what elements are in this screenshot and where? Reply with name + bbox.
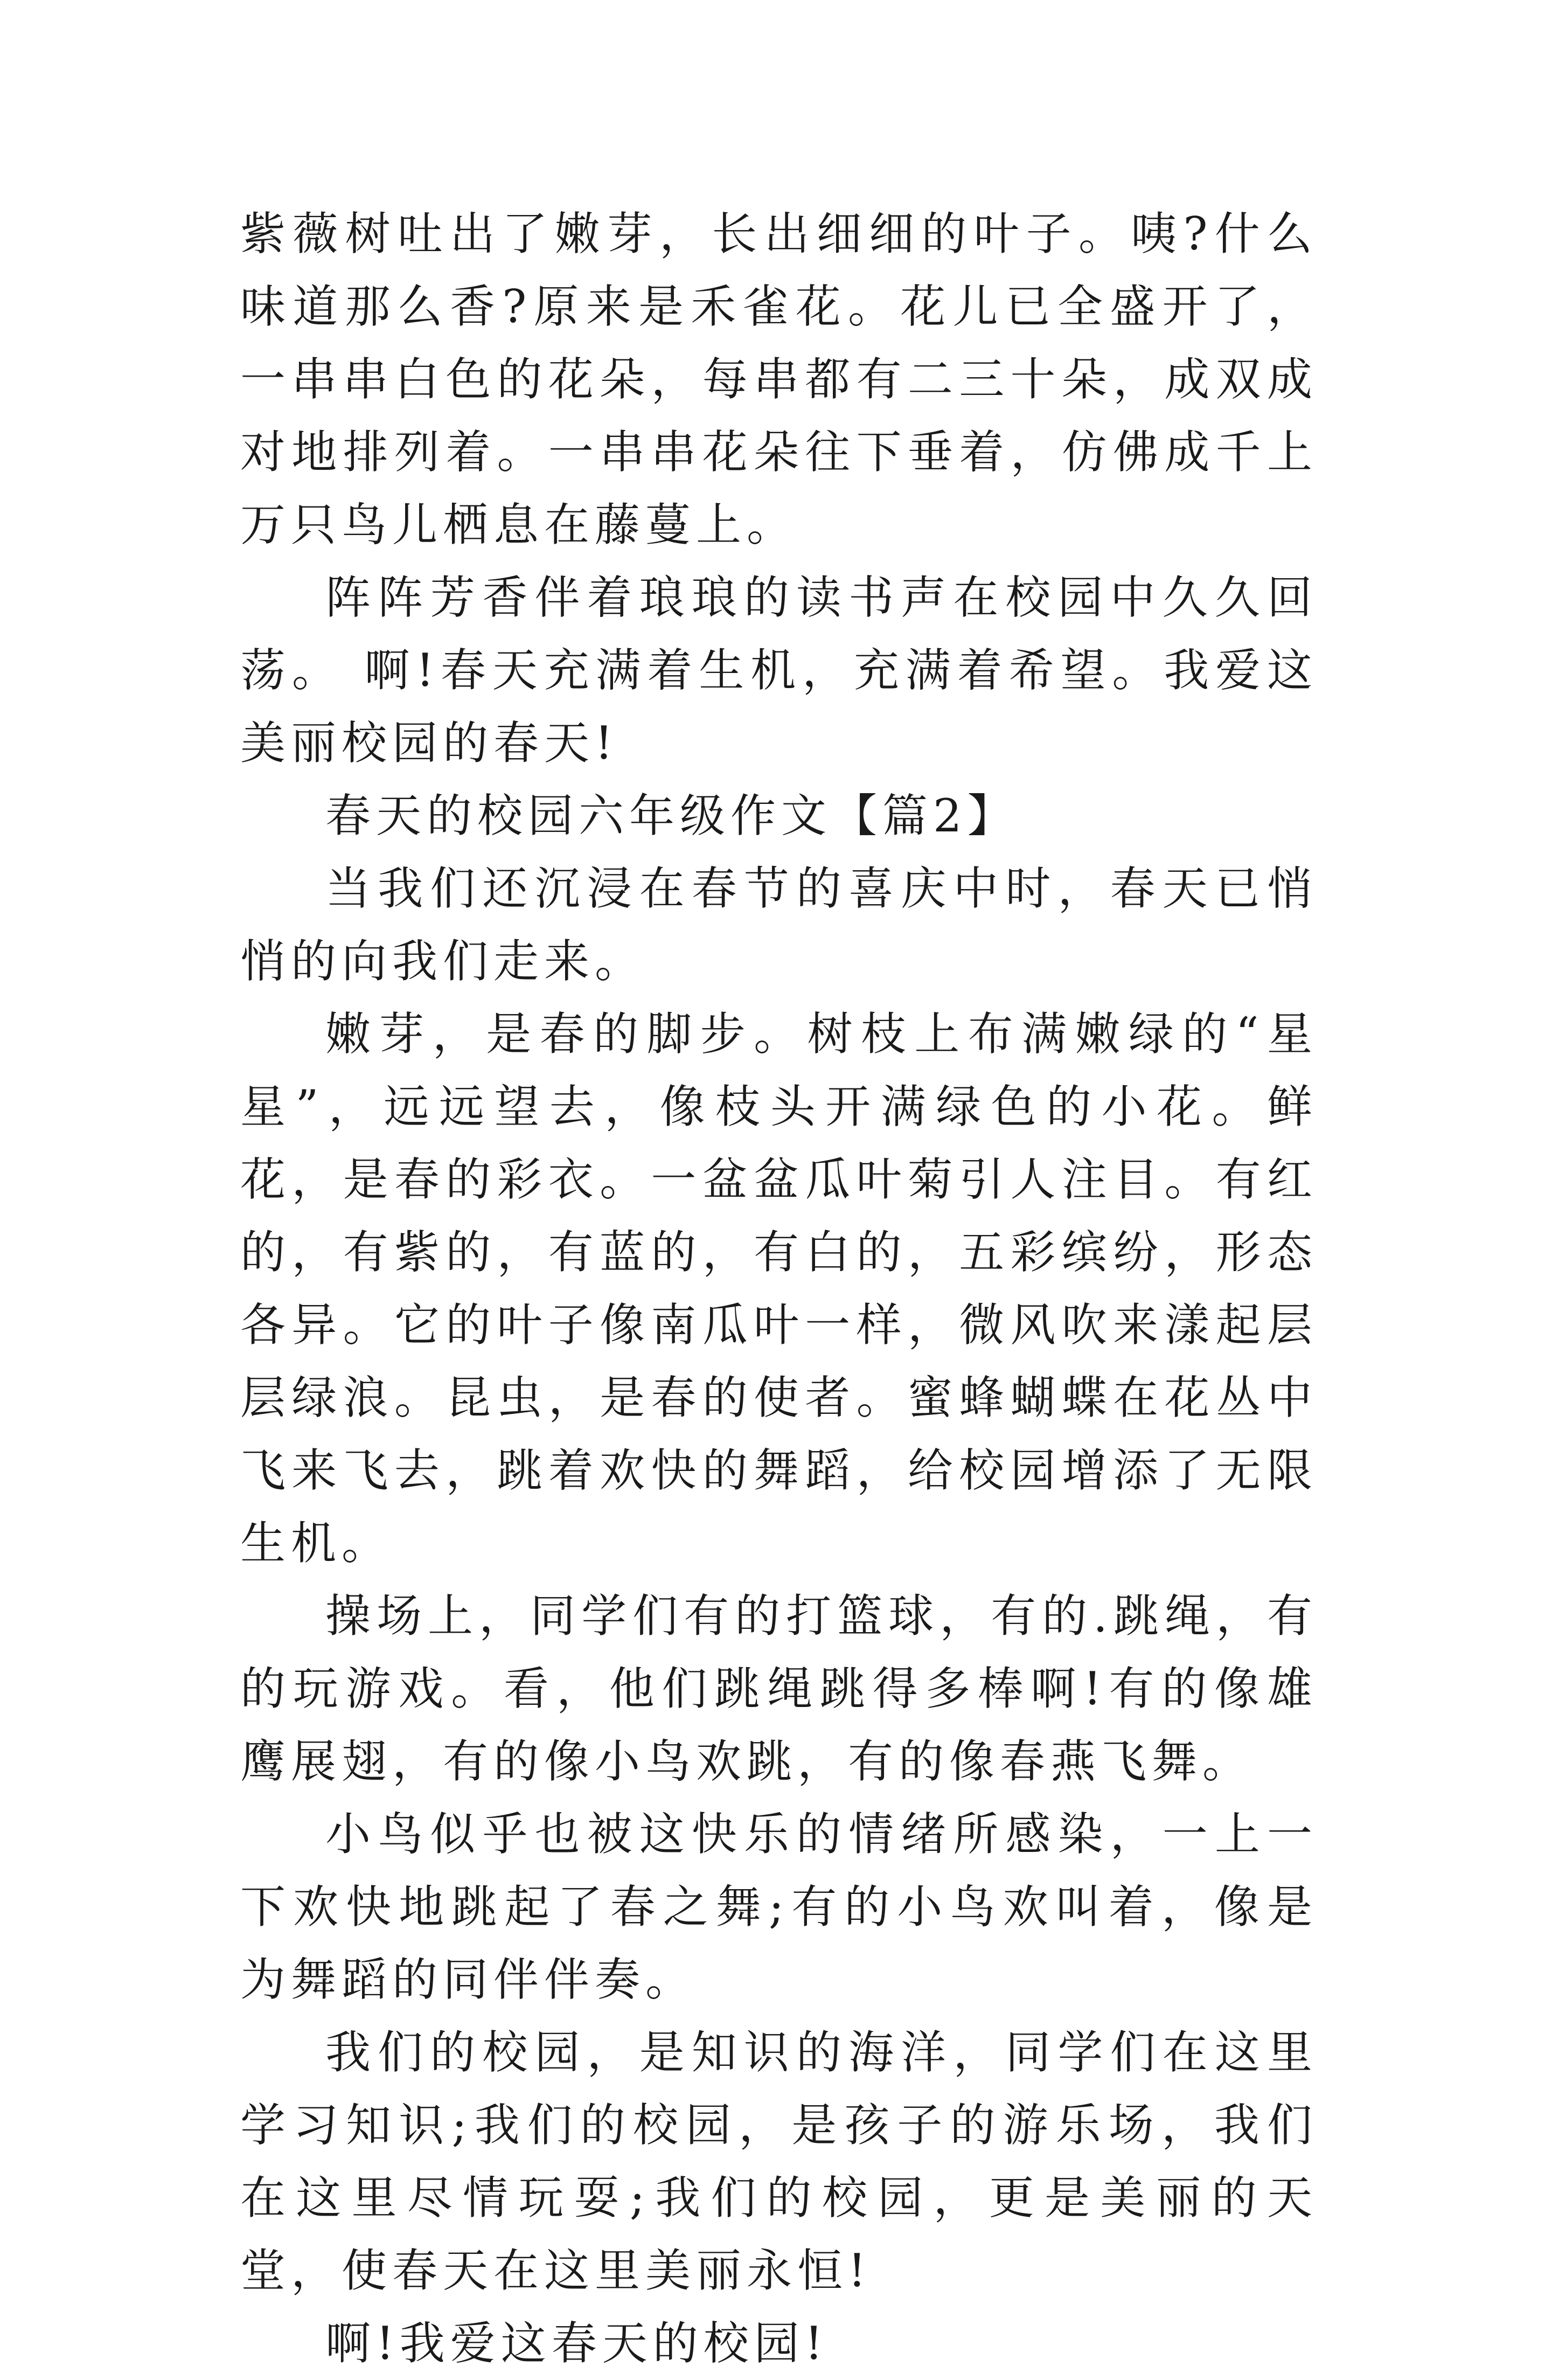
paragraph: 操场上，同学们有的打篮球，有的.跳绳，有的玩游戏。看，他们跳绳跳得多棒啊!有的像雄鹰展翅，有的像小鸟欢跳，有的像春燕飞舞。	[240, 1590, 1318, 1788]
paragraph: 我们的校园，是知识的海洋，同学们在这里学习知识;我们的校园，是孩子的游乐场，我们在这里尽情玩耍;我们的校园，更是美丽的天堂，使春天在这里美丽永恒!	[240, 2026, 1318, 2297]
paragraph: 小鸟似乎也被这快乐的情绪所感染，一上一下欢快地跳起了春之舞;有的小鸟欢叫着，像是为舞蹈的同伴伴奏。	[240, 1808, 1318, 2006]
paragraph: 阵阵芳香伴着琅琅的读书声在校园中久久回荡。 啊!春天充满着生机，充满着希望。我爱这美丽校园的春天!	[240, 571, 1318, 769]
paragraph: 嫩芽，是春的脚步。树枝上布满嫩绿的“星星”，远远望去，像枝头开满绿色的小花。鲜花，是春的彩衣。一盆盆瓜叶菊引人注目。有红的，有紫的，有蓝的，有白的，五彩缤纷，形态各异。它的叶子像南瓜叶一样，微风吹来漾起层层绿浪。昆虫，是春的使者。蜜蜂蝴蝶在花丛中飞来飞去，跳着欢快的舞蹈，给校园增添了无限生机。	[240, 1008, 1318, 1570]
paragraph: 当我们还沉浸在春节的喜庆中时，春天已悄悄的向我们走来。	[240, 862, 1318, 988]
paragraph: 啊!我爱这春天的校园!	[325, 2317, 829, 2370]
paragraph-continuation: 紫薇树吐出了嫩芽，长出细细的叶子。咦?什么味道那么香?原来是禾雀花。花儿已全盛开了，一串串白色的花朵，每串都有二三十朵，成双成对地排列着。一串串花朵往下垂着，仿佛成千上万只鸟儿栖息在藤蔓上。	[240, 207, 1318, 551]
section-heading: 春天的校园六年级作文【篇2】	[325, 789, 1018, 842]
document-body	[240, 198, 1318, 2380]
